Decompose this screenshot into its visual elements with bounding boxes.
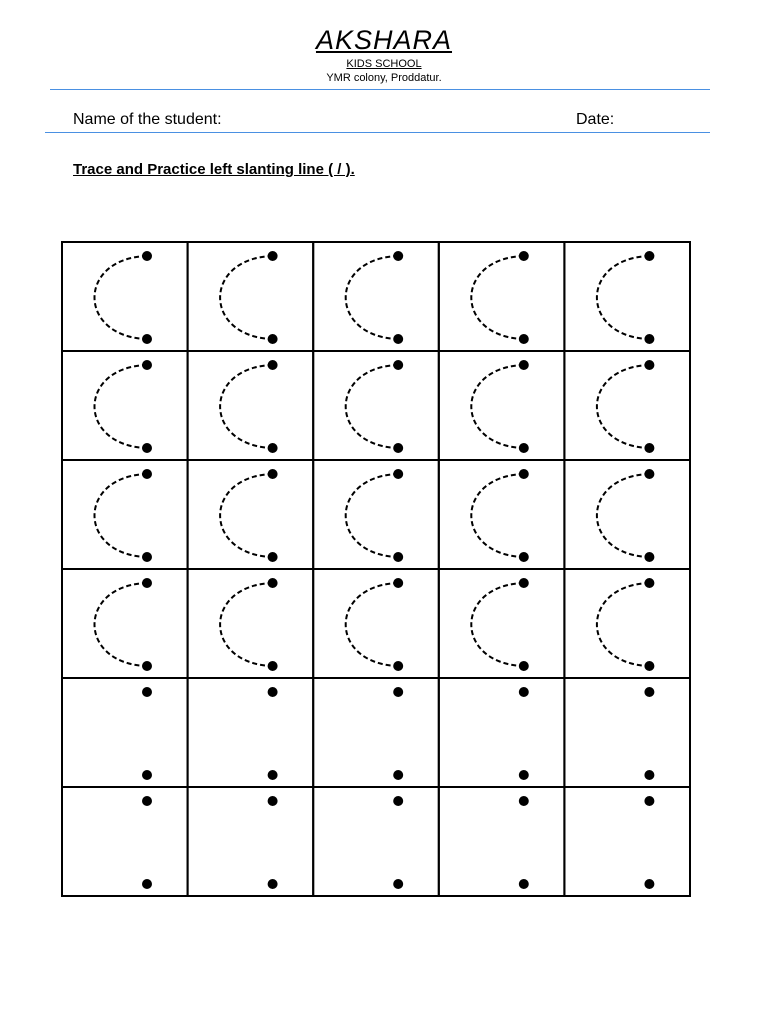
start-dot bbox=[268, 796, 278, 806]
start-dot bbox=[519, 578, 529, 588]
dashed-trace-curve bbox=[95, 365, 148, 448]
end-dot bbox=[519, 879, 529, 889]
end-dot bbox=[393, 879, 403, 889]
grid-cell bbox=[439, 569, 565, 678]
grid-cell bbox=[188, 787, 314, 896]
end-dot bbox=[393, 334, 403, 344]
dashed-trace-curve bbox=[597, 583, 650, 666]
end-dot bbox=[142, 661, 152, 671]
start-dot bbox=[393, 469, 403, 479]
dashed-trace-curve bbox=[597, 256, 650, 339]
end-dot bbox=[644, 770, 654, 780]
grid-cell bbox=[313, 569, 439, 678]
start-dot bbox=[519, 469, 529, 479]
end-dot bbox=[142, 879, 152, 889]
start-dot bbox=[268, 360, 278, 370]
dashed-trace-curve bbox=[95, 583, 148, 666]
start-dot bbox=[268, 687, 278, 697]
start-dot bbox=[519, 687, 529, 697]
end-dot bbox=[268, 661, 278, 671]
start-dot bbox=[519, 251, 529, 261]
dashed-trace-curve bbox=[471, 474, 524, 557]
start-dot bbox=[519, 796, 529, 806]
start-dot bbox=[644, 578, 654, 588]
grid-cell bbox=[62, 569, 188, 678]
dashed-trace-curve bbox=[220, 256, 273, 339]
grid-cell bbox=[188, 460, 314, 569]
grid-cell bbox=[313, 678, 439, 787]
dashed-trace-curve bbox=[346, 583, 399, 666]
start-dot bbox=[644, 251, 654, 261]
grid-cell bbox=[439, 787, 565, 896]
grid-cell bbox=[62, 351, 188, 460]
start-dot bbox=[519, 360, 529, 370]
student-name-label: Name of the student: bbox=[73, 111, 222, 128]
grid-cell bbox=[62, 678, 188, 787]
dashed-trace-curve bbox=[95, 256, 148, 339]
dashed-trace-curve bbox=[95, 474, 148, 557]
grid-cell bbox=[188, 569, 314, 678]
grid-cell bbox=[564, 787, 690, 896]
start-dot bbox=[142, 578, 152, 588]
dashed-trace-curve bbox=[597, 365, 650, 448]
start-dot bbox=[142, 796, 152, 806]
end-dot bbox=[519, 443, 529, 453]
start-dot bbox=[142, 469, 152, 479]
grid-cell bbox=[564, 569, 690, 678]
end-dot bbox=[268, 334, 278, 344]
end-dot bbox=[142, 334, 152, 344]
grid-cell bbox=[439, 242, 565, 351]
end-dot bbox=[393, 661, 403, 671]
start-dot bbox=[142, 360, 152, 370]
grid-cell bbox=[564, 351, 690, 460]
grid-cell bbox=[439, 678, 565, 787]
grid-cell bbox=[313, 787, 439, 896]
dashed-trace-curve bbox=[220, 583, 273, 666]
start-dot bbox=[644, 796, 654, 806]
dashed-trace-curve bbox=[471, 365, 524, 448]
dashed-trace-curve bbox=[471, 583, 524, 666]
end-dot bbox=[393, 770, 403, 780]
end-dot bbox=[393, 552, 403, 562]
start-dot bbox=[393, 360, 403, 370]
start-dot bbox=[393, 578, 403, 588]
grid-cell bbox=[313, 460, 439, 569]
end-dot bbox=[519, 552, 529, 562]
grid-cell bbox=[439, 351, 565, 460]
end-dot bbox=[268, 879, 278, 889]
dashed-trace-curve bbox=[346, 365, 399, 448]
end-dot bbox=[644, 552, 654, 562]
end-dot bbox=[519, 661, 529, 671]
end-dot bbox=[393, 443, 403, 453]
end-dot bbox=[268, 443, 278, 453]
grid-cell bbox=[188, 678, 314, 787]
grid-cell bbox=[564, 678, 690, 787]
grid-cell bbox=[439, 460, 565, 569]
dashed-trace-curve bbox=[220, 474, 273, 557]
grid-cell bbox=[313, 242, 439, 351]
dashed-trace-curve bbox=[471, 256, 524, 339]
start-dot bbox=[268, 251, 278, 261]
grid-cell bbox=[313, 351, 439, 460]
start-dot bbox=[393, 687, 403, 697]
end-dot bbox=[519, 334, 529, 344]
end-dot bbox=[519, 770, 529, 780]
dashed-trace-curve bbox=[220, 365, 273, 448]
instruction-text: Trace and Practice left slanting line ( / ). bbox=[73, 161, 355, 178]
end-dot bbox=[644, 443, 654, 453]
start-dot bbox=[142, 687, 152, 697]
end-dot bbox=[268, 552, 278, 562]
end-dot bbox=[142, 770, 152, 780]
grid-cell bbox=[564, 242, 690, 351]
start-dot bbox=[644, 687, 654, 697]
start-dot bbox=[142, 251, 152, 261]
start-dot bbox=[644, 469, 654, 479]
school-address: YMR colony, Proddatur. bbox=[326, 72, 442, 84]
start-dot bbox=[268, 578, 278, 588]
dashed-trace-curve bbox=[346, 474, 399, 557]
school-name: AKSHARA bbox=[315, 25, 453, 55]
grid-cell bbox=[188, 242, 314, 351]
dashed-trace-curve bbox=[346, 256, 399, 339]
dashed-trace-curve bbox=[597, 474, 650, 557]
start-dot bbox=[393, 251, 403, 261]
grid-cell bbox=[564, 460, 690, 569]
end-dot bbox=[644, 661, 654, 671]
end-dot bbox=[644, 879, 654, 889]
start-dot bbox=[393, 796, 403, 806]
end-dot bbox=[142, 443, 152, 453]
end-dot bbox=[644, 334, 654, 344]
end-dot bbox=[268, 770, 278, 780]
start-dot bbox=[644, 360, 654, 370]
start-dot bbox=[268, 469, 278, 479]
school-type: KIDS SCHOOL bbox=[346, 58, 422, 70]
grid-cell bbox=[62, 242, 188, 351]
end-dot bbox=[142, 552, 152, 562]
grid-cell bbox=[188, 351, 314, 460]
grid-cell bbox=[62, 460, 188, 569]
date-label: Date: bbox=[576, 111, 615, 128]
grid-cell bbox=[62, 787, 188, 896]
